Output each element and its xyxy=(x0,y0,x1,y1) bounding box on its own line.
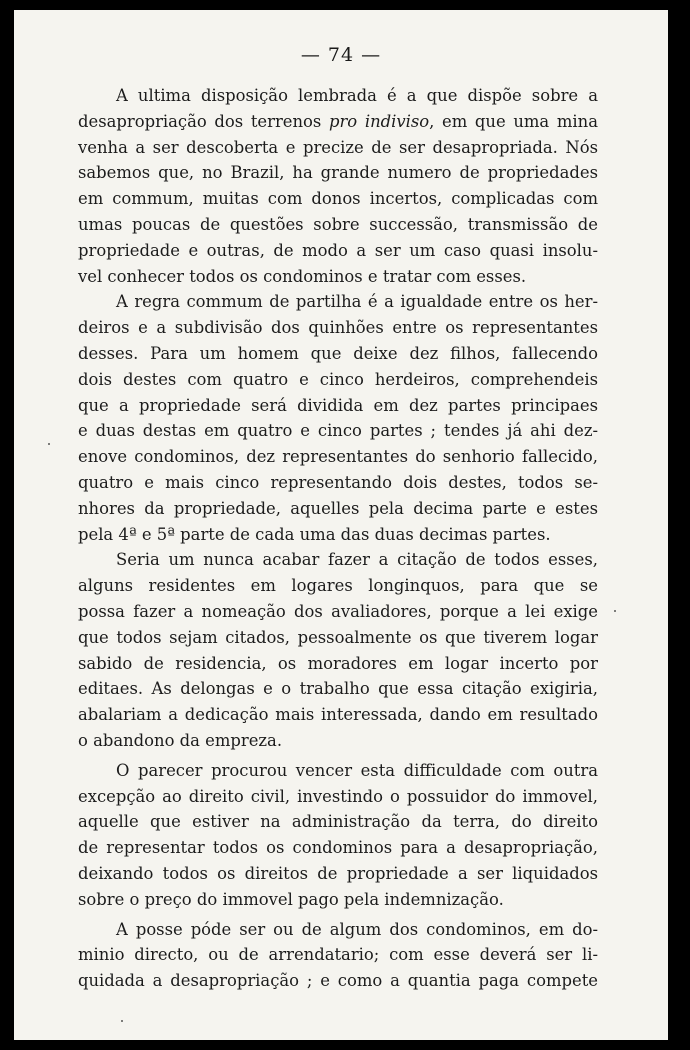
text-line: e duas destas em quatro e cinco partes ; tendes já ahi dez- xyxy=(78,421,598,441)
text-line: alguns residentes em logares longinquos, para que se xyxy=(78,576,598,596)
text-line: venha a ser descoberta e precize de ser desapropriada. Nós xyxy=(78,137,598,157)
text-line: propriedade e outras, de modo a ser um caso quasi insolu- xyxy=(78,240,598,260)
text-line: O parecer procurou vencer esta difficuldade com outra xyxy=(116,760,598,780)
text-line: enove condominos, dez representantes do senhorio fallecido, xyxy=(78,447,598,467)
book-page xyxy=(14,10,668,1040)
text-line: possa fazer a nomeação dos avaliadores, porque a lei exige xyxy=(78,601,598,621)
text-line: umas poucas de questões sobre successão, transmissão de xyxy=(78,214,598,234)
text-line: sabido de residencia, os moradores em logar incerto por xyxy=(78,653,598,673)
text-line: A regra commum de partilha é a igualdade entre os her- xyxy=(116,292,598,312)
text-line: sobre o preço do immovel pago pela indemnização. xyxy=(78,889,504,909)
print-speck xyxy=(121,1020,123,1022)
text-line: que todos sejam citados, pessoalmente os que tiverem logar xyxy=(78,627,598,647)
text-line: o abandono da empreza. xyxy=(78,730,283,750)
text-line: deixando todos os direitos de propriedade a ser liquidados xyxy=(78,863,598,883)
page-number: — 74 — xyxy=(300,44,382,66)
print-speck xyxy=(48,443,50,445)
text-line: excepção ao direito civil, investindo o possuidor do immovel, xyxy=(78,786,598,806)
text-line: vel conhecer todos os condominos e tratar com esses. xyxy=(78,266,527,286)
text-line: A ultima disposição lembrada é a que dispõe sobre a xyxy=(116,86,598,105)
text-line: dois destes com quatro e cinco herdeiros, comprehendeis xyxy=(78,369,598,389)
text-line: pela 4ª e 5ª parte de cada uma das duas decimas partes. xyxy=(78,524,551,544)
text-line: A posse póde ser ou de algum dos condominos, em do- xyxy=(116,919,598,939)
text-line: editaes. As delongas e o trabalho que essa citação exigiria, xyxy=(78,679,598,699)
text-line: minio directo, ou de arrendatario; com esse deverá ser li- xyxy=(78,945,598,965)
text-line: Seria um nunca acabar fazer a citação de todos esses, xyxy=(116,550,598,570)
text-line: deiros e a subdivisão dos quinhões entre os representantes xyxy=(78,318,598,338)
print-speck xyxy=(614,610,616,612)
text-line: que a propriedade será dividida em dez partes principaes xyxy=(78,395,598,415)
text-line: nhores da propriedade, aquelles pela decima parte e estes xyxy=(78,498,598,518)
text-line: aquelle que estiver na administração da terra, do direito xyxy=(78,812,598,832)
text-line: abalariam a dedicação mais interessada, dando em resultado xyxy=(78,705,598,725)
text-line: em commum, muitas com donos incertos, complicadas com xyxy=(78,189,598,209)
text-line: de representar todos os condominos para a desapropriação, xyxy=(78,838,598,858)
text-line: quatro e mais cinco representando dois destes, todos se- xyxy=(78,472,598,492)
text-line: desapropriação dos terrenos pro indiviso, em que uma mina xyxy=(78,111,598,131)
text-line: desses. Para um homem que deixe dez filhos, fallecendo xyxy=(78,343,598,363)
text-line: sabemos que, no Brazil, ha grande numero de propriedades xyxy=(78,163,598,183)
text-line: quidada a desapropriação ; e como a quantia paga compete xyxy=(78,971,598,991)
body-text xyxy=(78,83,598,994)
